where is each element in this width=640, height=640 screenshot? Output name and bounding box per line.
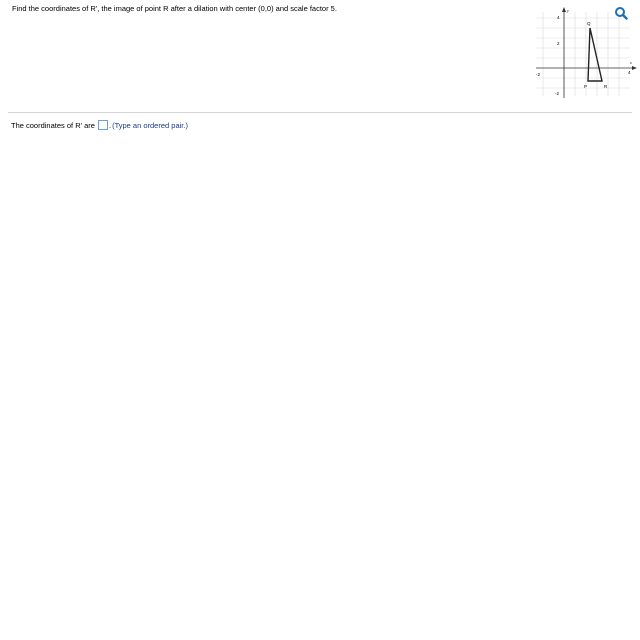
magnifier-icon[interactable]: [614, 6, 628, 20]
y-axis-arrow: [562, 7, 566, 12]
answer-input[interactable]: [98, 120, 108, 130]
triangle-pqr: [588, 28, 602, 81]
x-axis-arrow: [632, 66, 637, 70]
answer-row: [11, 119, 188, 131]
answer-period: .: [108, 120, 112, 130]
answer-prompt: The coordinates of R' are: [11, 120, 95, 130]
tick-label-y4: 4: [557, 15, 560, 20]
grid-lines: [536, 12, 630, 96]
y-axis-label: y: [567, 8, 569, 13]
point-label-q: Q: [587, 21, 591, 26]
tick-label-x4: 4: [628, 70, 631, 75]
point-label-r: R: [604, 84, 608, 89]
divider: [8, 112, 632, 113]
answer-hint: (Type an ordered pair.): [112, 120, 188, 130]
tick-label-x-neg2: -2: [536, 72, 541, 77]
tick-label-y-neg2: -2: [555, 91, 560, 96]
x-axis-label: x: [630, 60, 632, 65]
question-text: Find the coordinates of R', the image of point R after a dilation with center (0,0) and scale factor 5.: [12, 4, 337, 13]
point-label-p: P: [584, 84, 588, 89]
tick-label-y2: 2: [557, 41, 560, 46]
